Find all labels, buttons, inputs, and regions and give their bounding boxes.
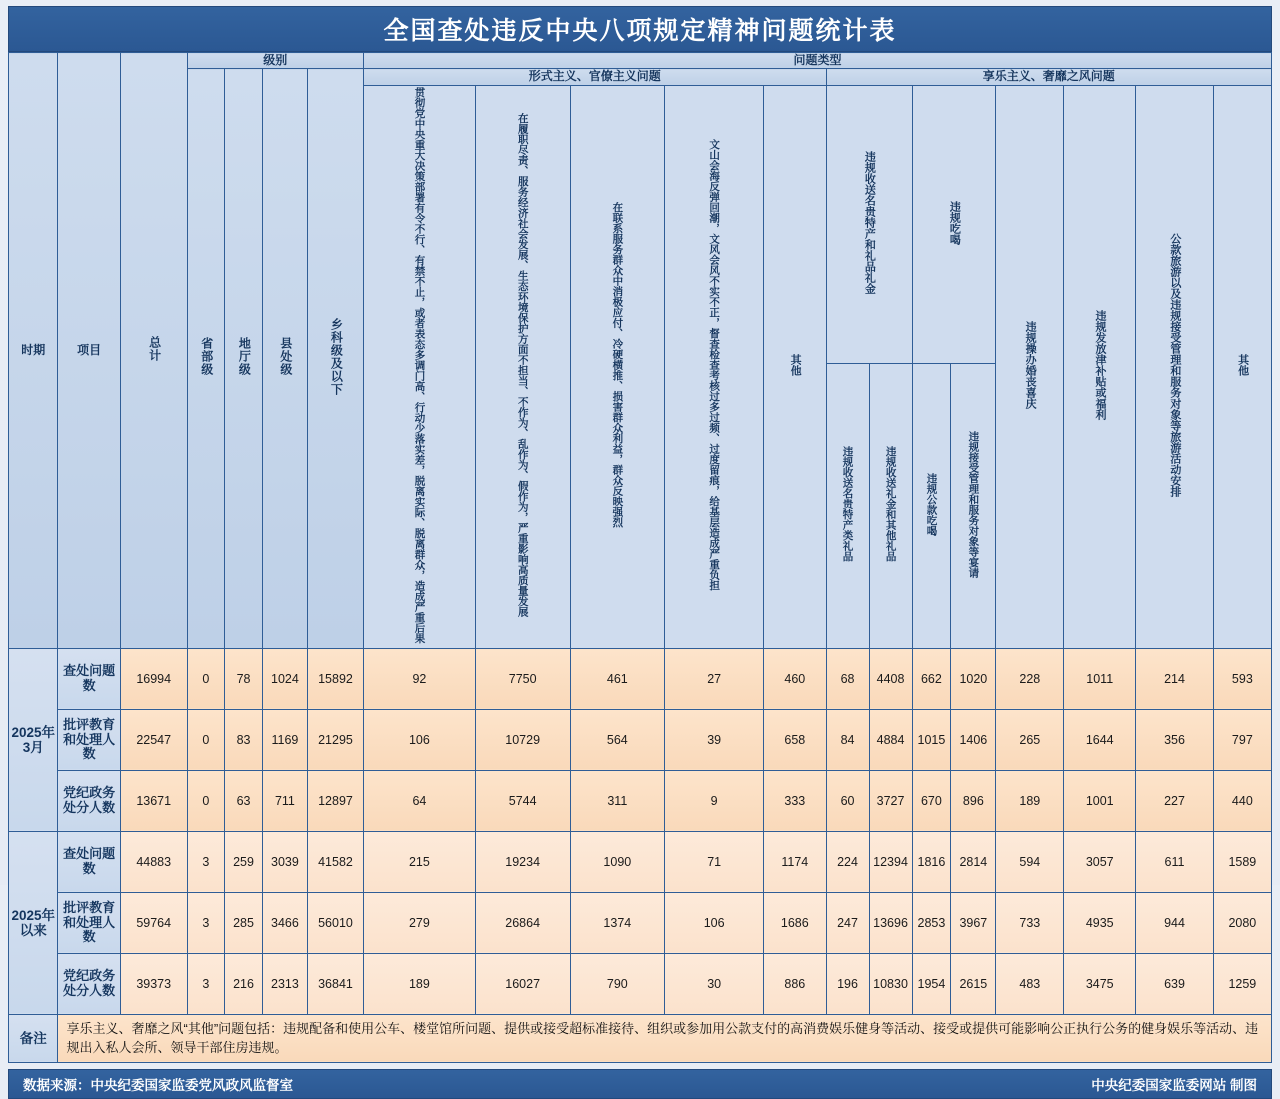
- cell-formalism-2: 1374: [570, 892, 665, 953]
- cell-total: 44883: [120, 831, 187, 892]
- cell-hedonism-6: 227: [1136, 770, 1213, 831]
- cell-hedonism-3: 1020: [951, 648, 996, 709]
- cell-hedonism-5: 1001: [1064, 770, 1136, 831]
- cell-formalism-2: 311: [570, 770, 665, 831]
- period-label-1: 2025年以来: [9, 831, 58, 1014]
- header-level-prefecture: 地厅级: [225, 69, 263, 648]
- cell-formalism-4: 460: [764, 648, 826, 709]
- cell-hedonism-7: 440: [1213, 770, 1271, 831]
- header-hedonism-gift-group: 违规收送名贵特产和礼品礼金: [826, 85, 912, 363]
- cell-formalism-4: 333: [764, 770, 826, 831]
- cell-level-2: 1024: [262, 648, 307, 709]
- header-hedonism-gift-sub-2: 违规收送礼金和其他礼品: [869, 363, 912, 648]
- cell-formalism-2: 461: [570, 648, 665, 709]
- cell-hedonism-6: 639: [1136, 953, 1213, 1014]
- header-hedonism-allowance: 违规发放津补贴或福利: [1064, 85, 1136, 648]
- cell-hedonism-7: 2080: [1213, 892, 1271, 953]
- cell-level-3: 41582: [308, 831, 364, 892]
- cell-formalism-3: 30: [665, 953, 764, 1014]
- table-row: [9, 648, 1272, 709]
- cell-hedonism-1: 10830: [869, 953, 912, 1014]
- header-formalism-group: 形式主义、官僚主义问题: [363, 69, 826, 85]
- header-period: 时期: [9, 53, 58, 649]
- cell-formalism-4: 1174: [764, 831, 826, 892]
- cell-level-0: 0: [187, 709, 225, 770]
- header-hedonism-other: 其他: [1213, 85, 1271, 648]
- cell-formalism-3: 71: [665, 831, 764, 892]
- cell-level-1: 259: [225, 831, 263, 892]
- row-label: 查处问题数: [58, 831, 120, 892]
- cell-total: 13671: [120, 770, 187, 831]
- cell-formalism-3: 27: [665, 648, 764, 709]
- cell-formalism-1: 10729: [475, 709, 570, 770]
- cell-level-2: 1169: [262, 709, 307, 770]
- cell-formalism-0: 279: [363, 892, 475, 953]
- cell-formalism-0: 189: [363, 953, 475, 1014]
- cell-hedonism-5: 4935: [1064, 892, 1136, 953]
- cell-level-3: 21295: [308, 709, 364, 770]
- cell-hedonism-2: 670: [912, 770, 951, 831]
- cell-level-0: 0: [187, 648, 225, 709]
- cell-hedonism-3: 1406: [951, 709, 996, 770]
- cell-hedonism-0: 68: [826, 648, 869, 709]
- cell-hedonism-6: 356: [1136, 709, 1213, 770]
- footer-bar: [8, 1069, 1272, 1099]
- page-title: 全国查处违反中央八项规定精神问题统计表: [383, 16, 897, 45]
- cell-hedonism-3: 3967: [951, 892, 996, 953]
- cell-hedonism-5: 1011: [1064, 648, 1136, 709]
- header-total: 总计: [120, 53, 187, 649]
- cell-formalism-0: 64: [363, 770, 475, 831]
- cell-formalism-4: 658: [764, 709, 826, 770]
- table-row: [9, 770, 1272, 831]
- table-row: [9, 709, 1272, 770]
- cell-hedonism-6: 611: [1136, 831, 1213, 892]
- cell-formalism-1: 16027: [475, 953, 570, 1014]
- cell-formalism-1: 7750: [475, 648, 570, 709]
- cell-formalism-1: 5744: [475, 770, 570, 831]
- cell-hedonism-2: 2853: [912, 892, 951, 953]
- cell-hedonism-5: 3475: [1064, 953, 1136, 1014]
- table-row: [9, 892, 1272, 953]
- cell-hedonism-7: 1589: [1213, 831, 1271, 892]
- cell-total: 39373: [120, 953, 187, 1014]
- cell-hedonism-0: 224: [826, 831, 869, 892]
- note-text: 享乐主义、奢靡之风“其他”问题包括：违规配备和使用公车、楼堂馆所问题、提供或接受超标准接待、组织或参加用公款支付的高消费娱乐健身等活动、接受或提供可能影响公正执行公务的健身娱乐等活动、违规出入私人会所、领导干部住房违规。: [58, 1014, 1272, 1062]
- header-level-provincial: 省部级: [187, 69, 225, 648]
- cell-level-1: 63: [225, 770, 263, 831]
- cell-formalism-2: 564: [570, 709, 665, 770]
- header-hedonism-dining-sub-1: 违规公款吃喝: [912, 363, 951, 648]
- cell-level-0: 3: [187, 892, 225, 953]
- cell-formalism-4: 886: [764, 953, 826, 1014]
- header-hedonism-gift-sub-1: 违规收送名贵特产类礼品: [826, 363, 869, 648]
- header-formalism-col-2: 在履职尽责、服务经济社会发展、生态环境保护方面不担当、不作为、乱作为、假作为，严重影响高质量发展: [475, 85, 570, 648]
- cell-hedonism-3: 2615: [951, 953, 996, 1014]
- header-row-1: [9, 53, 1272, 69]
- cell-hedonism-2: 1015: [912, 709, 951, 770]
- cell-hedonism-4: 265: [996, 709, 1064, 770]
- cell-formalism-3: 9: [665, 770, 764, 831]
- cell-hedonism-1: 4408: [869, 648, 912, 709]
- header-formalism-col-1: 贯彻党中央重大决策部署有令不行、有禁不止，或者表态多调门高、行动少落实差，脱离实际、脱离群众，造成严重后果: [363, 85, 475, 648]
- header-hedonism-wedding: 违规操办婚丧喜庆: [996, 85, 1064, 648]
- cell-total: 22547: [120, 709, 187, 770]
- cell-formalism-1: 26864: [475, 892, 570, 953]
- cell-hedonism-4: 733: [996, 892, 1064, 953]
- cell-level-3: 56010: [308, 892, 364, 953]
- cell-level-2: 3466: [262, 892, 307, 953]
- cell-level-0: 0: [187, 770, 225, 831]
- data-source: 数据来源：中央纪委国家监委党风政风监督室: [23, 1077, 293, 1093]
- header-item: 项目: [58, 53, 120, 649]
- cell-formalism-2: 1090: [570, 831, 665, 892]
- note-row: [9, 1014, 1272, 1062]
- cell-formalism-3: 39: [665, 709, 764, 770]
- cell-hedonism-1: 13696: [869, 892, 912, 953]
- row-label: 批评教育和处理人数: [58, 709, 120, 770]
- cell-formalism-0: 215: [363, 831, 475, 892]
- cell-hedonism-4: 483: [996, 953, 1064, 1014]
- row-label: 党纪政务处分人数: [58, 953, 120, 1014]
- cell-hedonism-0: 84: [826, 709, 869, 770]
- header-formalism-col-other: 其他: [764, 85, 826, 648]
- table-row: [9, 831, 1272, 892]
- cell-level-0: 3: [187, 831, 225, 892]
- row-label: 查处问题数: [58, 648, 120, 709]
- header-hedonism-group: 享乐主义、奢靡之风问题: [826, 69, 1271, 85]
- header-level-county: 县处级: [262, 69, 307, 648]
- cell-hedonism-7: 1259: [1213, 953, 1271, 1014]
- cell-hedonism-0: 60: [826, 770, 869, 831]
- cell-formalism-2: 790: [570, 953, 665, 1014]
- cell-formalism-3: 106: [665, 892, 764, 953]
- header-row-2: [9, 69, 1272, 85]
- period-label-0: 2025年3月: [9, 648, 58, 831]
- table-row: [9, 953, 1272, 1014]
- cell-hedonism-6: 944: [1136, 892, 1213, 953]
- cell-level-3: 36841: [308, 953, 364, 1014]
- cell-level-0: 3: [187, 953, 225, 1014]
- row-label: 党纪政务处分人数: [58, 770, 120, 831]
- cell-hedonism-5: 3057: [1064, 831, 1136, 892]
- cell-hedonism-0: 196: [826, 953, 869, 1014]
- cell-total: 16994: [120, 648, 187, 709]
- header-hedonism-travel: 公款旅游以及违规接受管理和服务对象等旅游活动安排: [1136, 85, 1213, 648]
- cell-formalism-0: 106: [363, 709, 475, 770]
- header-level-township: 乡科级及以下: [308, 69, 364, 648]
- cell-hedonism-1: 4884: [869, 709, 912, 770]
- cell-total: 59764: [120, 892, 187, 953]
- cell-formalism-1: 19234: [475, 831, 570, 892]
- row-label: 批评教育和处理人数: [58, 892, 120, 953]
- header-formalism-col-4: 文山会海反弹回潮，文风会风不实不正，督查检查考核过多过频、过度留痕，给基层造成严重负担: [665, 85, 764, 648]
- page-title-bar: [8, 6, 1272, 52]
- cell-hedonism-3: 896: [951, 770, 996, 831]
- cell-hedonism-5: 1644: [1064, 709, 1136, 770]
- cell-hedonism-7: 797: [1213, 709, 1271, 770]
- cell-formalism-4: 1686: [764, 892, 826, 953]
- cell-hedonism-2: 662: [912, 648, 951, 709]
- header-formalism-col-3: 在联系服务群众中消极应付、冷硬横推、损害群众利益，群众反映强烈: [570, 85, 665, 648]
- header-hedonism-dining-group: 违规吃喝: [912, 85, 996, 363]
- cell-hedonism-6: 214: [1136, 648, 1213, 709]
- cell-hedonism-1: 12394: [869, 831, 912, 892]
- cell-level-2: 2313: [262, 953, 307, 1014]
- header-problem-type-group: 问题类型: [363, 53, 1271, 69]
- cell-hedonism-4: 189: [996, 770, 1064, 831]
- cell-level-2: 711: [262, 770, 307, 831]
- header-level-group: 级别: [187, 53, 363, 69]
- header-hedonism-dining-sub-2: 违规接受管理和服务对象等宴请: [951, 363, 996, 648]
- statistics-table: [8, 52, 1272, 1063]
- cell-hedonism-0: 247: [826, 892, 869, 953]
- cell-hedonism-3: 2814: [951, 831, 996, 892]
- cell-level-1: 285: [225, 892, 263, 953]
- cell-hedonism-4: 594: [996, 831, 1064, 892]
- cell-level-3: 12897: [308, 770, 364, 831]
- cell-hedonism-1: 3727: [869, 770, 912, 831]
- cell-level-1: 83: [225, 709, 263, 770]
- cell-hedonism-4: 228: [996, 648, 1064, 709]
- cell-level-1: 78: [225, 648, 263, 709]
- producer: 中央纪委国家监委网站 制图: [1091, 1077, 1257, 1093]
- cell-level-2: 3039: [262, 831, 307, 892]
- cell-level-3: 15892: [308, 648, 364, 709]
- cell-hedonism-7: 593: [1213, 648, 1271, 709]
- note-label: 备注: [9, 1014, 58, 1062]
- cell-formalism-0: 92: [363, 648, 475, 709]
- cell-hedonism-2: 1954: [912, 953, 951, 1014]
- cell-hedonism-2: 1816: [912, 831, 951, 892]
- cell-level-1: 216: [225, 953, 263, 1014]
